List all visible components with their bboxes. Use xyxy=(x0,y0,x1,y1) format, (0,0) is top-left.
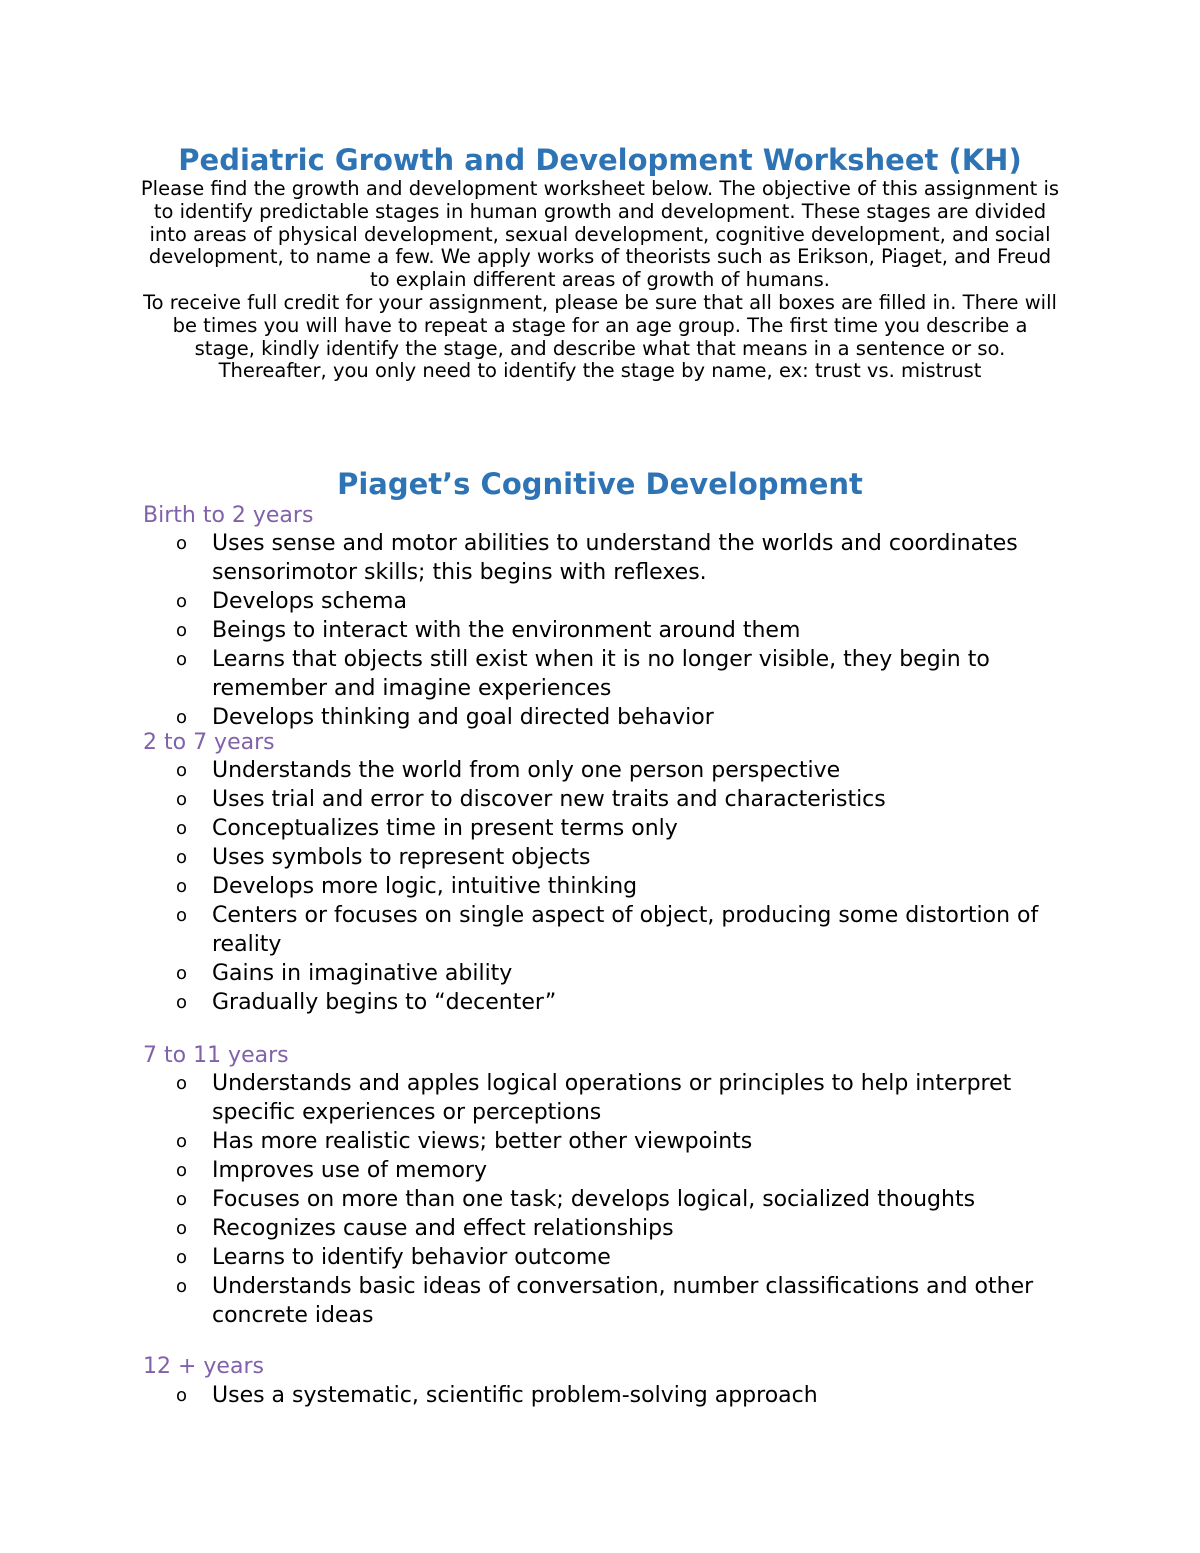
list-item-text: Understands and apples logical operations or principles to help interpret specific experiences or perceptions xyxy=(212,1071,1012,1125)
list-item-text: Gains in imaginative ability xyxy=(212,961,513,986)
bullet-icon: o xyxy=(176,1189,188,1210)
list-item xyxy=(0,785,1052,814)
list-item xyxy=(0,1381,1052,1410)
list-item xyxy=(0,1127,1052,1156)
list-item xyxy=(0,703,1052,732)
bullet-icon: o xyxy=(176,707,188,728)
list-item xyxy=(0,843,1052,872)
list-item xyxy=(0,988,1052,1017)
bullet-icon: o xyxy=(176,620,188,641)
list-item-text: Has more realistic views; better other viewpoints xyxy=(212,1129,753,1154)
age-heading: 2 to 7 years xyxy=(143,730,275,755)
bullet-list xyxy=(0,1381,1052,1410)
bullet-icon: o xyxy=(176,649,188,670)
bullet-icon: o xyxy=(176,1131,188,1152)
intro-paragraph: Please find the growth and development worksheet below. The objective of this assignment is to identify predictable stages in human growth and development. These stages are divided into areas of physical development, sexual development, cognitive development, and social development, to name a few. We apply works of theorists such as Erikson, Piaget, and Freud to explain different areas of growth of humans. xyxy=(140,177,1060,292)
list-item-text: Understands the world from only one person perspective xyxy=(212,758,841,783)
list-item-text: Uses symbols to represent objects xyxy=(212,845,591,870)
age-heading: Birth to 2 years xyxy=(143,503,314,528)
list-item xyxy=(0,587,1052,616)
list-item-text: Beings to interact with the environment around them xyxy=(212,618,801,643)
list-item xyxy=(0,756,1052,785)
bullet-icon: o xyxy=(176,963,188,984)
age-heading: 12 + years xyxy=(143,1354,264,1379)
bullet-list xyxy=(0,529,1052,732)
bullet-icon: o xyxy=(176,992,188,1013)
list-item xyxy=(0,872,1052,901)
bullet-icon: o xyxy=(176,1276,188,1297)
bullet-list xyxy=(0,756,1052,1017)
bullet-icon: o xyxy=(176,818,188,839)
bullet-icon: o xyxy=(176,1160,188,1181)
section-title: Piaget’s Cognitive Development xyxy=(337,467,863,501)
intro-text xyxy=(140,178,1060,383)
list-item-text: Improves use of memory xyxy=(212,1158,487,1183)
list-item-text: Learns that objects still exist when it is no longer visible, they begin to remember and imagine experiences xyxy=(212,647,990,701)
list-item xyxy=(0,1185,1052,1214)
list-item xyxy=(0,1272,1052,1330)
bullet-icon: o xyxy=(176,1073,188,1094)
list-item-text: Develops schema xyxy=(212,589,407,614)
bullet-icon: o xyxy=(176,789,188,810)
bullet-list xyxy=(0,1069,1052,1330)
list-item xyxy=(0,1214,1052,1243)
list-item-text: Uses a systematic, scientific problem-solving approach xyxy=(212,1383,818,1408)
list-item xyxy=(0,645,1052,703)
bullet-icon: o xyxy=(176,591,188,612)
list-item-text: Uses trial and error to discover new traits and characteristics xyxy=(212,787,886,812)
bullet-icon: o xyxy=(176,1385,188,1406)
bullet-icon: o xyxy=(176,905,188,926)
age-heading: 7 to 11 years xyxy=(143,1043,289,1068)
list-item-text: Understands basic ideas of conversation, number classifications and other concrete ideas xyxy=(212,1274,1034,1328)
list-item xyxy=(0,1156,1052,1185)
bullet-icon: o xyxy=(176,876,188,897)
bullet-icon: o xyxy=(176,760,188,781)
bullet-icon: o xyxy=(176,533,188,554)
bullet-icon: o xyxy=(176,1218,188,1239)
list-item xyxy=(0,814,1052,843)
intro-paragraph: To receive full credit for your assignment, please be sure that all boxes are filled in. There will be times you will have to repeat a stage for an age group. The first time you describe a stage, kindly identify the stage, and describe what that means in a sentence or so. Thereafter, you only need to identify the stage by name, ex: trust vs. mistrust xyxy=(143,290,1057,383)
list-item xyxy=(0,901,1052,959)
list-item-text: Learns to identify behavior outcome xyxy=(212,1245,611,1270)
list-item xyxy=(0,959,1052,988)
list-item-text: Develops more logic, intuitive thinking xyxy=(212,874,638,899)
list-item-text: Gradually begins to “decenter” xyxy=(212,990,557,1015)
list-item-text: Focuses on more than one task; develops logical, socialized thoughts xyxy=(212,1187,976,1212)
list-item xyxy=(0,529,1052,587)
document-title: Pediatric Growth and Development Worksheet (KH) xyxy=(178,143,1022,177)
list-item-text: Develops thinking and goal directed behavior xyxy=(212,705,714,730)
list-item-text: Conceptualizes time in present terms only xyxy=(212,816,678,841)
list-item xyxy=(0,1243,1052,1272)
list-item xyxy=(0,1069,1052,1127)
bullet-icon: o xyxy=(176,1247,188,1268)
list-item-text: Centers or focuses on single aspect of object, producing some distortion of reality xyxy=(212,903,1039,957)
list-item xyxy=(0,616,1052,645)
bullet-icon: o xyxy=(176,847,188,868)
list-item-text: Recognizes cause and effect relationships xyxy=(212,1216,674,1241)
list-item-text: Uses sense and motor abilities to understand the worlds and coordinates sensorimotor skills; this begins with reflexes. xyxy=(212,531,1018,585)
